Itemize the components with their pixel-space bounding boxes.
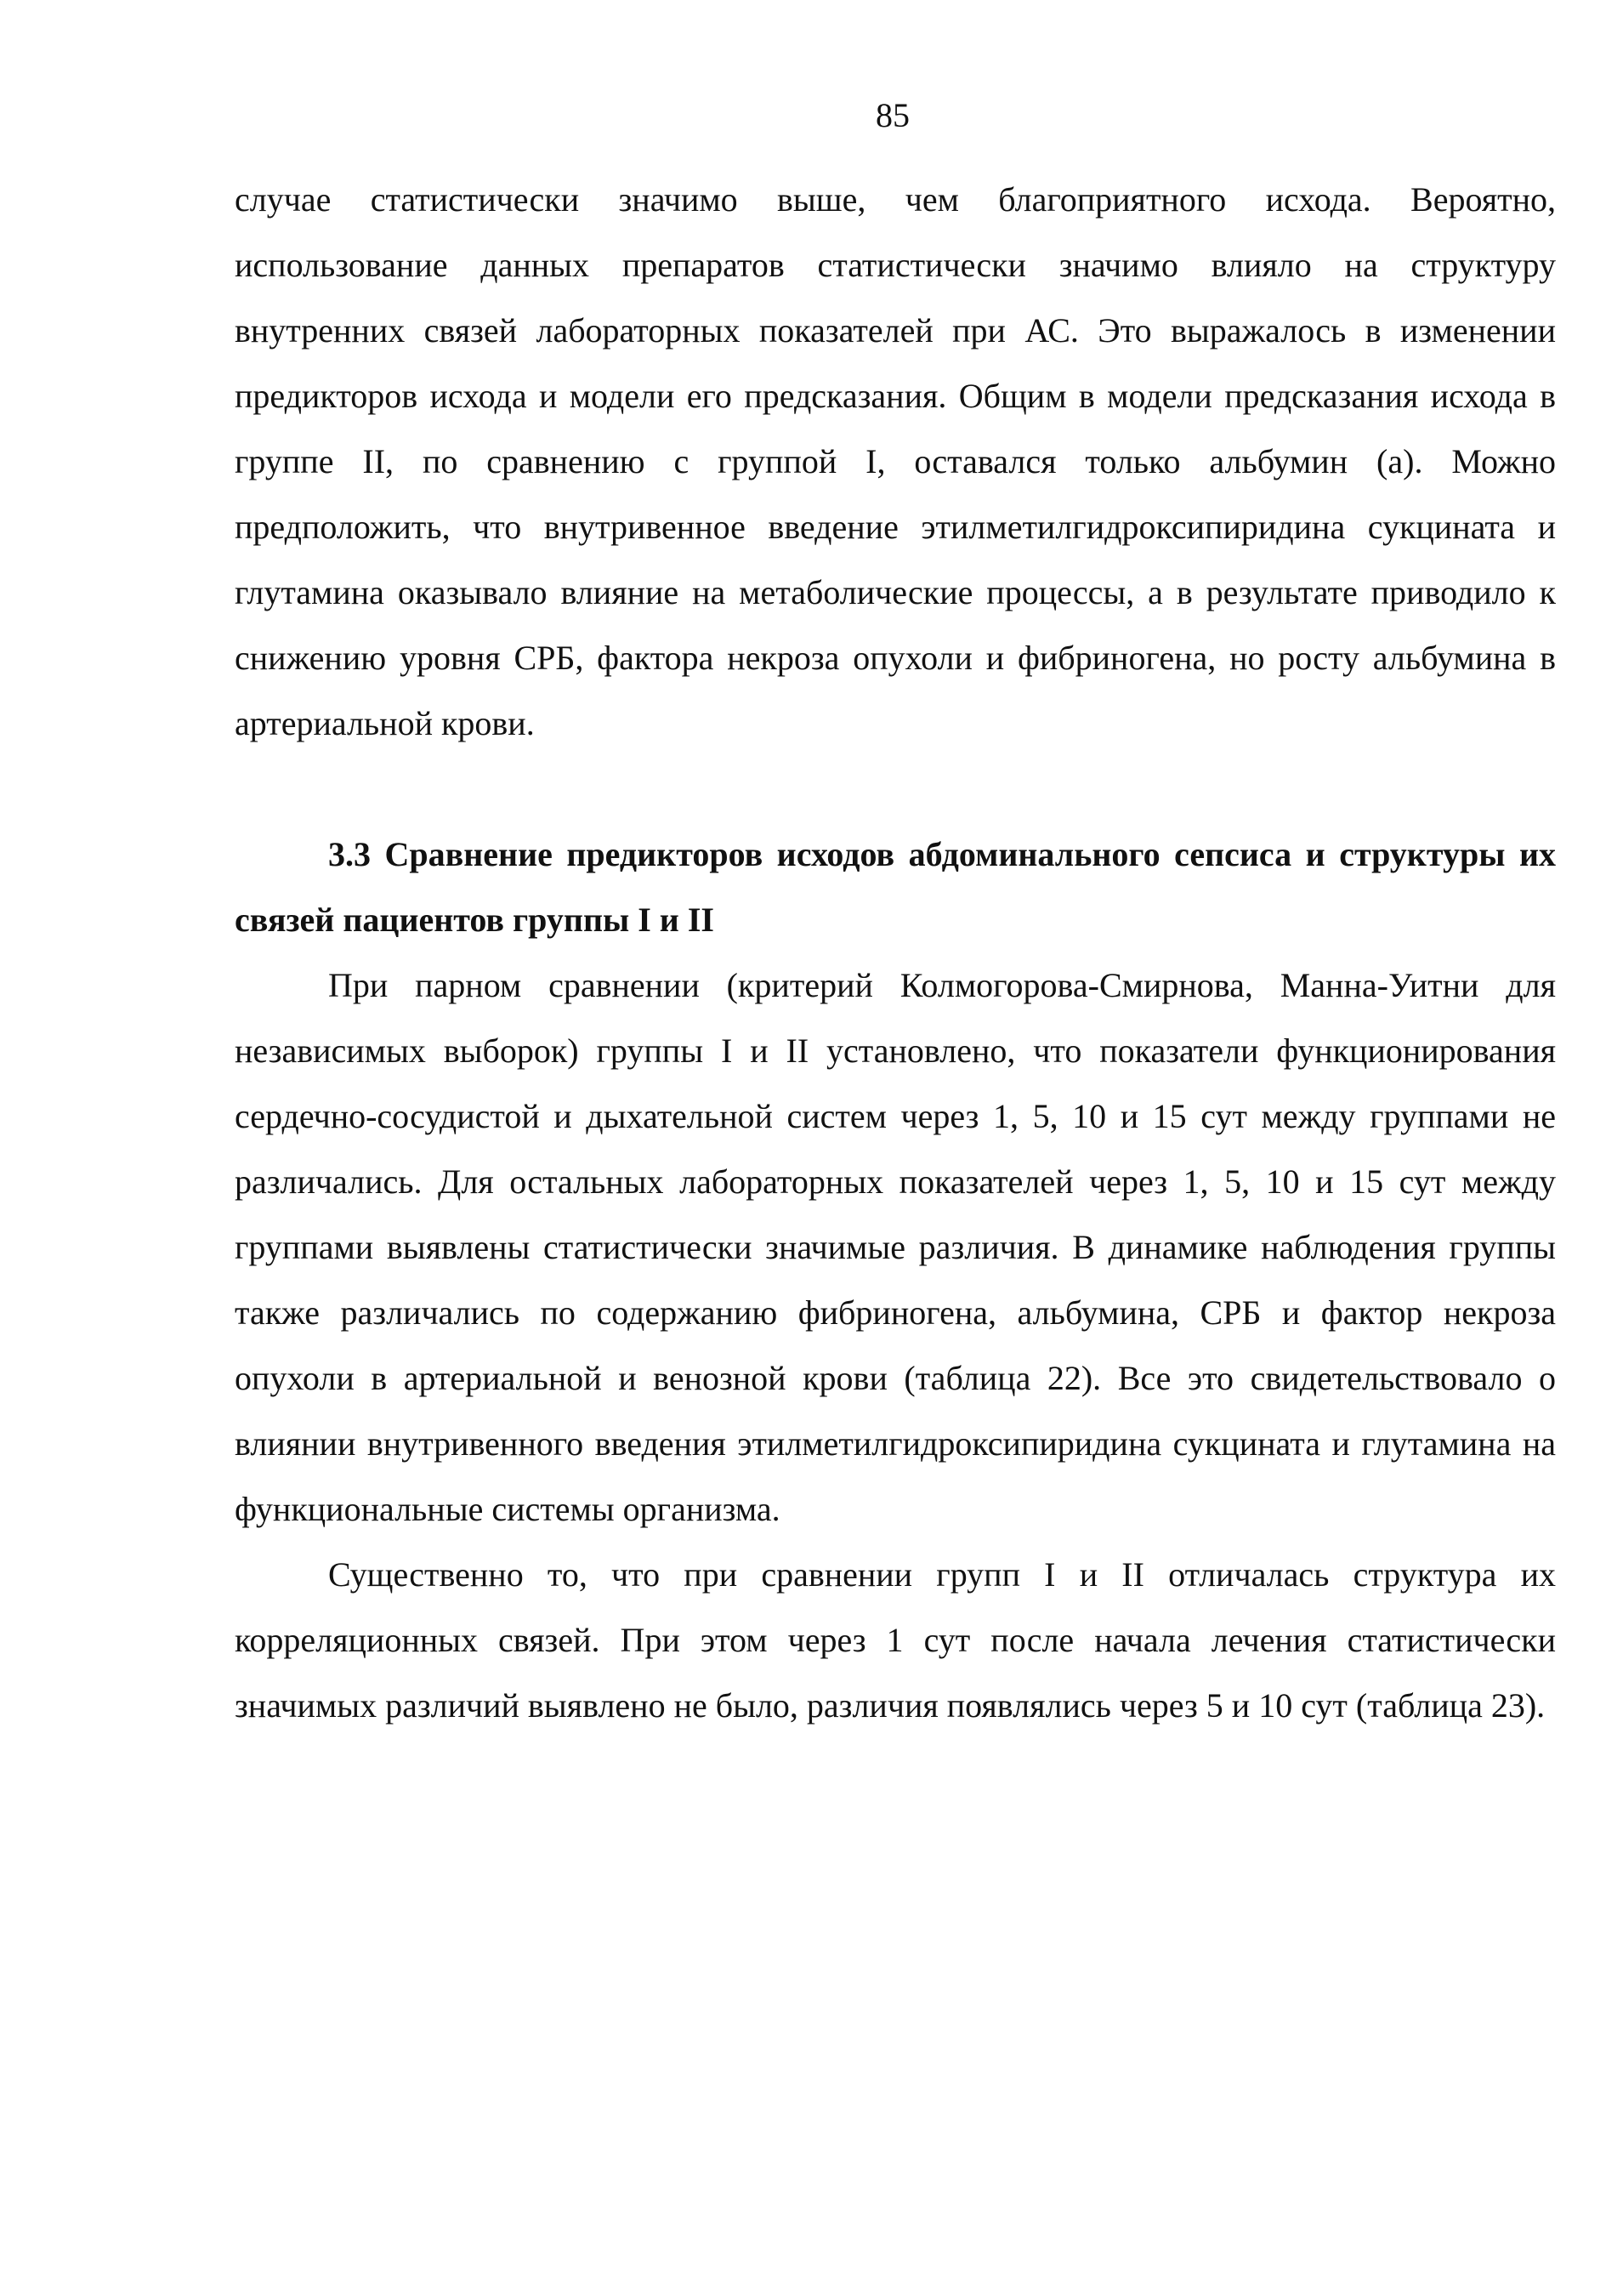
paragraph-2: При парном сравнении (критерий Колмогорова-Смирнова, Манна-Уитни для независимых выборок) группы I и II установлено, что показатели функционирования сердечно-сосудистой и дыхательной систем через 1, 5, 10 и 15 сут между группами не различались. Для остальных лабораторных показателей через 1, 5, 10 и 15 сут между группами выявлены статистически значимые различия. В динамике наблюдения группы также различались по содержанию фибриногена, альбумина, СРБ и фактор некроза опухоли в артериальной и венозной крови (таблица 22). Все это свидетельствовало о влиянии внутривенного введения этилметилгидроксипиридина сукцината и глутамина на функциональные системы организма.	[235, 966, 1556, 1528]
section-heading: 3.3 Сравнение предикторов исходов абдоминального сепсиса и структуры их связей пациентов группы I и II	[235, 835, 1556, 939]
paragraph-1: случае статистически значимо выше, чем благоприятного исхода. Вероятно, использование данных препаратов статистически значимо влияло на структуру внутренних связей лабораторных показателей при АС. Это выражалось в изменении предикторов исхода и модели его предсказания. Общим в модели предсказания исхода в группе II, по сравнению с группой I, оставался только альбумин (а). Можно предположить, что внутривенное введение этилметилгидроксипиридина сукцината и глутамина оказывало влияние на метаболические процессы, а в результате приводило к снижению уровня СРБ, фактора некроза опухоли и фибриногена, но росту альбумина в артериальной крови.	[235, 180, 1556, 742]
section-spacer	[235, 756, 1556, 821]
document-body	[235, 167, 1556, 1738]
page-number: 85	[876, 96, 910, 134]
paragraph-3: Существенно то, что при сравнении групп I и II отличалась структура их корреляционных связей. При этом через 1 сут после начала лечения статистически значимых различий выявлено не было, различия появлялись через 5 и 10 сут (таблица 23).	[235, 1555, 1556, 1725]
